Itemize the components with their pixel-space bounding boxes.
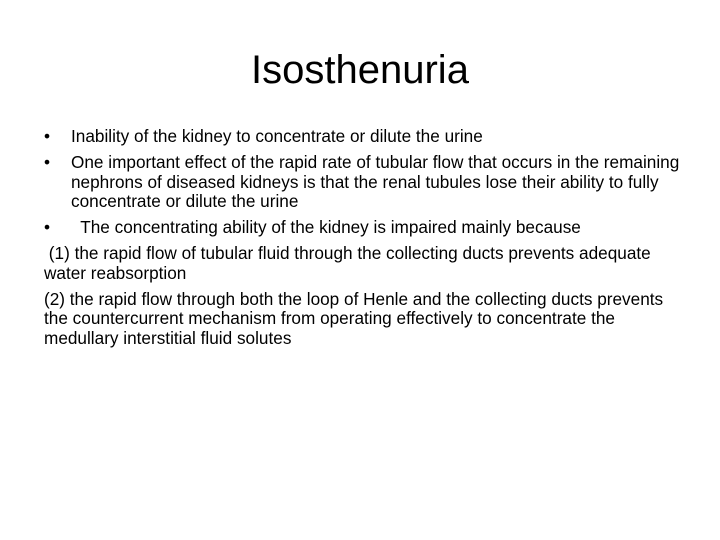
bullet-list [44, 127, 684, 238]
bullet-item-inability [44, 127, 684, 147]
paragraph-reason-2: (2) the rapid flow through both the loop of Henle and the collecting ducts prevents the countercurrent mechanism from operating effectively to concentrate the medullary interstitial fluid solutes [44, 288, 664, 349]
bullet-point-icon: • [44, 126, 51, 146]
bullet-point-icon: • [44, 217, 51, 238]
bullet-item-concentrating-ability [44, 218, 684, 238]
slide-title: Isosthenuria [251, 48, 469, 92]
bullet-text: One important effect of the rapid rate of tubular flow that occurs in the remaining nephrons of diseased kidneys is that the renal tubules lose their ability to fully concentrate or dilute the urine [71, 151, 680, 212]
bullet-item-important-effect [44, 153, 684, 212]
paragraph-reason-1: (1) the rapid flow of tubular fluid through the collecting ducts prevents adequate water reabsorption [44, 242, 656, 283]
bullet-text: Inability of the kidney to concentrate or dilute the urine [71, 126, 483, 146]
bullet-text: The concentrating ability of the kidney is impaired mainly because [71, 217, 581, 238]
slide-body [44, 127, 684, 355]
bullet-point-icon: • [44, 151, 51, 172]
